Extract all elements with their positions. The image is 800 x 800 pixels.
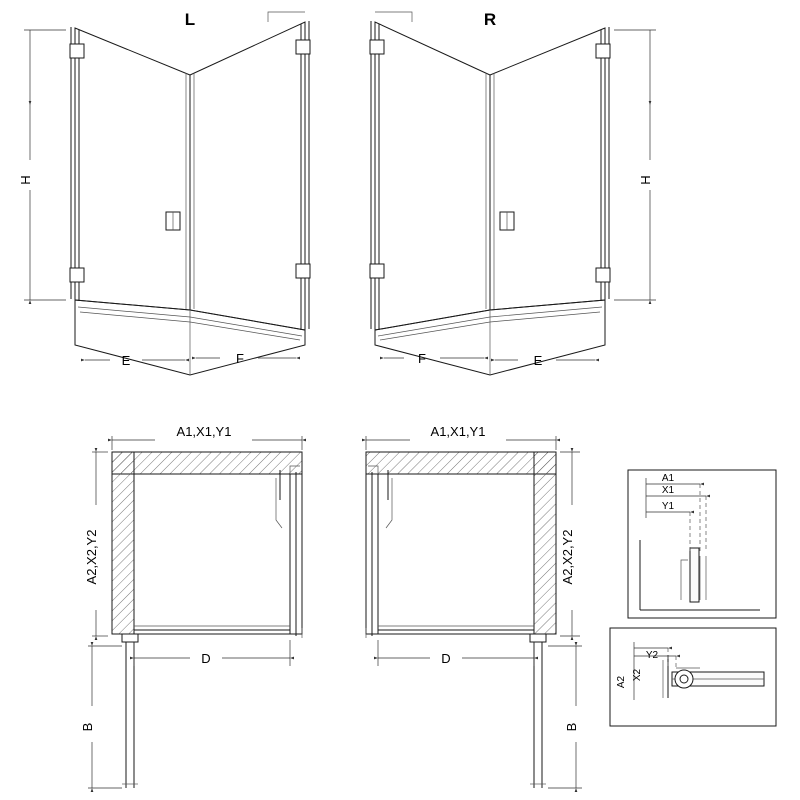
detail-bottom-label-y2: Y2 [645, 650, 659, 661]
plan-view-left [80, 424, 302, 788]
detail-top-label-x1: X1 [661, 485, 675, 496]
iso-view-right [370, 10, 656, 375]
iso-right-height-label: H [638, 175, 653, 185]
detail-bottom-label-a2: A2 [616, 675, 627, 689]
iso-left-height-label: H [18, 175, 33, 185]
iso-left-base-left-label: E [121, 353, 131, 368]
detail-top-a1x1y1 [628, 470, 776, 618]
plan-left-inner-dim-label: D [201, 651, 211, 666]
iso-left-base-right-label: F [236, 351, 244, 366]
plan-left-top-dim-label: A1,X1,Y1 [176, 424, 232, 439]
iso-right-base-left-label: F [418, 351, 426, 366]
detail-bottom-a2x2y2 [610, 628, 776, 726]
iso-left-variant-label: L [184, 10, 196, 29]
detail-top-label-y1: Y1 [661, 501, 675, 512]
plan-view-right [366, 424, 582, 788]
iso-right-base-right-label: E [533, 353, 543, 368]
iso-right-variant-label: R [483, 10, 497, 29]
plan-left-door-dim-label: B [80, 722, 95, 732]
plan-right-door-dim-label: B [564, 722, 579, 732]
iso-view-left [18, 10, 310, 375]
detail-bottom-label-x2: X2 [632, 668, 643, 682]
detail-top-label-a1: A1 [661, 473, 675, 484]
plan-right-inner-dim-label: D [441, 651, 451, 666]
plan-right-side-dim-label: A2,X2,Y2 [560, 529, 575, 585]
plan-left-side-dim-label: A2,X2,Y2 [84, 529, 99, 585]
plan-right-top-dim-label: A1,X1,Y1 [430, 424, 486, 439]
